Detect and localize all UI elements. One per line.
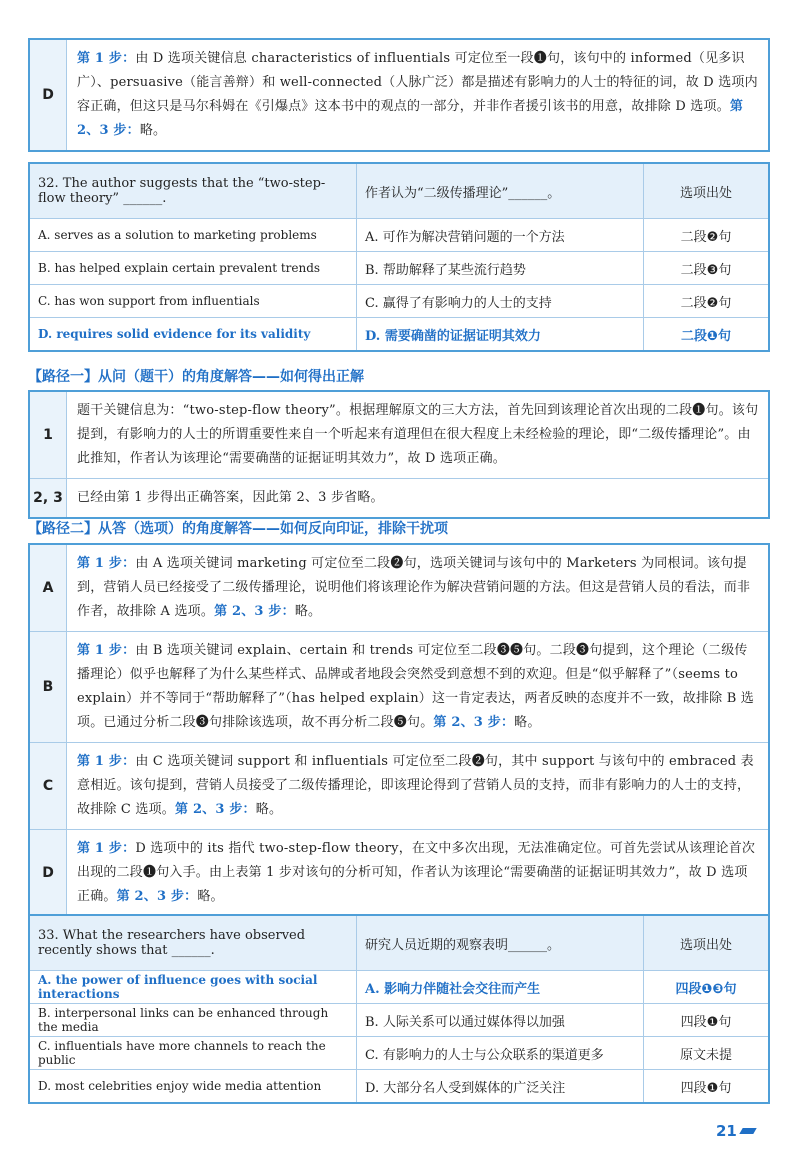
option-label: D (30, 830, 67, 916)
q31-option-d-box (28, 38, 770, 152)
q32-option-b (29, 252, 769, 285)
page-number-text: 21 (716, 1122, 737, 1140)
step23-label: 第 2、3 步： (433, 715, 515, 730)
option-cn: B. 帮助解释了某些流行趋势 (357, 252, 644, 285)
q32-table (28, 162, 770, 352)
q33-table (28, 914, 770, 1104)
option-en: A. serves as a solution to marketing problems (29, 219, 357, 252)
analysis-text (67, 632, 768, 742)
graduation-cap-icon (739, 1128, 756, 1134)
q33-source-header: 选项出处 (644, 915, 770, 971)
option-en: C. has won support from influentials (29, 285, 357, 318)
option-cn: B. 人际关系可以通过媒体得以加强 (357, 1004, 644, 1037)
step1-label: 第 1 步： (77, 754, 136, 769)
q32-stem-cn: 作者认为“二级传播理论”______。 (357, 163, 644, 219)
step-text: 题干关键信息为：“two-step-flow theory”。根据理解原文的三大方法，首先回到该理论首次出现的二段❶句。该句提到，有影响力的人士的所谓重要性来自一个听起来有道理但在很大程度上未经检验的理论，即“二级传播理论”。由此推知，作者认为该理论“需要确凿的证据证明其效力”，故 D 选项正确。 (77, 403, 759, 466)
analysis-tail: 略。 (294, 604, 322, 619)
path2-row-a (30, 545, 768, 632)
step-label: 1 (30, 392, 67, 478)
step1-label: 第 1 步： (77, 841, 136, 856)
option-source: 二段❶句 (644, 318, 770, 352)
option-en: D. requires solid evidence for its validity (29, 318, 357, 352)
option-en: C. influentials have more channels to reach the public (29, 1037, 357, 1070)
option-label: C (30, 743, 67, 829)
step-text: 已经由第 1 步得出正确答案，因此第 2、3 步省略。 (77, 490, 384, 505)
analysis-tail: 略。 (197, 889, 224, 904)
option-source: 四段❶句 (644, 1070, 770, 1104)
option-label: A (30, 545, 67, 631)
analysis-tail: 略。 (139, 123, 167, 138)
analysis-body: 由 B 选项关键词 explain、certain 和 trends 可定位至二段❸❺句。二段❸句提到，这个理论（二级传播理论）似乎也解释了为什么某些样式、品牌或者地段会突然受到意想不到的欢迎。但是“似乎解释了”（seems to explain）并不等同于“帮助解释了”（has helped explain）这一肯定表达，两者反映的态度并不一致，故排除 B 选项。已通过分析二段❸句排除该选项，故不再分析二段❺句。 (77, 643, 755, 730)
q33-option-c (29, 1037, 769, 1070)
q33-option-a-correct (29, 971, 769, 1004)
q33-option-d (29, 1070, 769, 1104)
q33-stem-en: 33. What the researchers have observed recently shows that ______. (29, 915, 357, 971)
q32-stem-en: 32. The author suggests that the “two-step-flow theory” ______. (29, 163, 357, 219)
q32-option-a (29, 219, 769, 252)
option-cn: D. 需要确凿的证据证明其效力 (357, 318, 644, 352)
analysis-text (67, 40, 768, 150)
analysis-tail: 略。 (255, 802, 283, 817)
q33-stem-cn: 研究人员近期的观察表明______。 (357, 915, 644, 971)
analysis-body: 由 A 选项关键词 marketing 可定位至二段❷句，选项关键词与该句中的 Marketers 为同根词。该句提到，营销人员已经接受了二级传播理论，说明他们将该理论作为解决营销问题的方法。但这是营销人员的看法，而非作者，故排除 A 选项。 (77, 556, 751, 619)
step23-label: 第 2、3 步： (175, 802, 256, 817)
option-en: A. the power of influence goes with social interactions (29, 971, 357, 1004)
analysis-body: 由 D 选项关键信息 characteristics of influentials 可定位至一段❶句，该句中的 informed（见多识广）、persuasive（能言善辩）和 well-connected（人脉广泛）都是描述有影响力的人士的特征的词，故 D 选项内容正确，但这只是马尔科姆在《引爆点》这本书中的观点的一部分，并非作者援引该书的用意，故排除 D 选项。 (77, 51, 758, 114)
step23-label: 第 2、3 步： (214, 604, 295, 619)
option-cn: A. 影响力伴随社会交往而产生 (357, 971, 644, 1004)
option-cn: C. 赢得了有影响力的人士的支持 (357, 285, 644, 318)
path1-row-23 (30, 479, 768, 517)
option-source: 二段❷句 (644, 285, 770, 318)
analysis-text (67, 743, 768, 829)
step-label: 2, 3 (30, 479, 67, 517)
option-label: B (30, 632, 67, 742)
path1-row-1 (30, 392, 768, 479)
analysis-tail: 略。 (514, 715, 541, 730)
q32-option-c (29, 285, 769, 318)
analysis-row-d (30, 40, 768, 150)
q32-option-d-correct (29, 318, 769, 352)
step1-label: 第 1 步： (77, 643, 136, 658)
path2-heading: 【路径二】从答（选项）的角度解答——如何反向印证，排除干扰项 (28, 521, 448, 537)
q32-source-header: 选项出处 (644, 163, 770, 219)
option-source: 原文未提 (644, 1037, 770, 1070)
option-en: B. interpersonal links can be enhanced through the media (29, 1004, 357, 1037)
path1-heading: 【路径一】从问（题干）的角度解答——如何得出正解 (28, 369, 364, 385)
analysis-text (67, 830, 768, 916)
step23-label: 第 2、3 步： (116, 889, 198, 904)
option-en: B. has helped explain certain prevalent trends (29, 252, 357, 285)
option-source: 二段❷句 (644, 219, 770, 252)
step1-label: 第 1 步： (77, 51, 136, 66)
option-cn: D. 大部分名人受到媒体的广泛关注 (357, 1070, 644, 1104)
page-number (716, 1122, 755, 1140)
option-label: D (30, 40, 67, 150)
option-cn: C. 有影响力的人士与公众联系的渠道更多 (357, 1037, 644, 1070)
path2-row-c (30, 743, 768, 830)
analysis-body: D 选项中的 its 指代 two-step-flow theory，在文中多次出现，无法准确定位。可首先尝试从该理论首次出现的二段❶句入手。由上表第 1 步对该句的分析可知，作者认为该理论“需要确凿的证据证明其效力”，故 D 选项正确。 (77, 841, 756, 904)
option-source: 四段❶句 (644, 1004, 770, 1037)
analysis-body: 由 C 选项关键词 support 和 influentials 可定位至二段❷句，其中 support 与该句中的 embraced 表意相近。该句提到，营销人员接受了二级传播理论，即该理论得到了营销人员的支持，而非有影响力的人士的支持，故排除 C 选项。 (77, 754, 754, 817)
q33-option-b (29, 1004, 769, 1037)
step23-label: 第 2、3 步： (77, 99, 744, 138)
path1-box (28, 390, 770, 519)
option-en: D. most celebrities enjoy wide media attention (29, 1070, 357, 1104)
q33-header-row (29, 915, 769, 971)
q32-header-row (29, 163, 769, 219)
analysis-text (67, 545, 768, 631)
option-source: 四段❶❸句 (644, 971, 770, 1004)
path2-row-b (30, 632, 768, 743)
step1-label: 第 1 步： (77, 556, 136, 571)
option-cn: A. 可作为解决营销问题的一个方法 (357, 219, 644, 252)
path2-box (28, 543, 770, 918)
path2-row-d (30, 830, 768, 916)
option-source: 二段❸句 (644, 252, 770, 285)
